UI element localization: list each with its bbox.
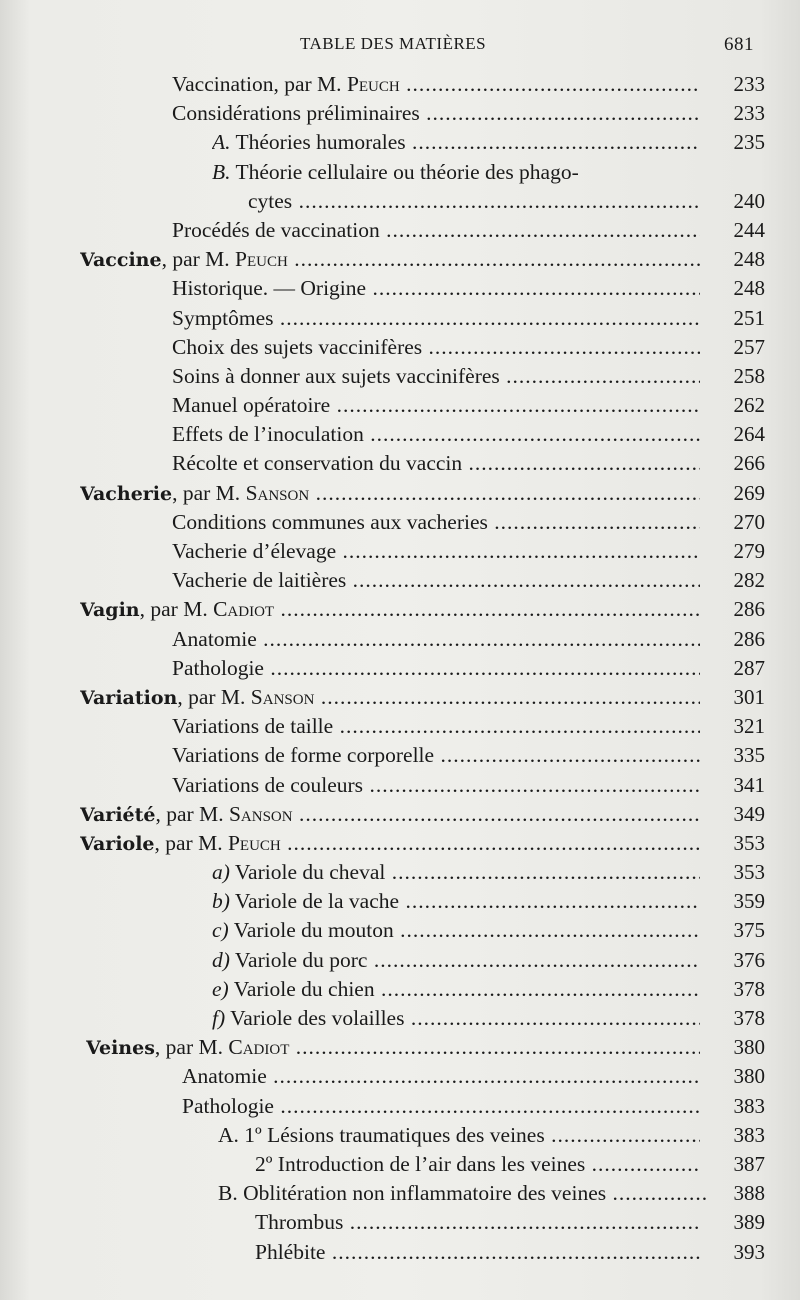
page-ref: 380 bbox=[733, 1035, 765, 1060]
page-ref: 248 bbox=[733, 276, 765, 301]
running-header bbox=[0, 30, 800, 60]
toc-entry: Historique. — Origine ..... 248 bbox=[0, 274, 800, 303]
page-ref: 244 bbox=[733, 217, 765, 242]
toc-entry-main: Variation, par M. Sanson ..... 301 bbox=[0, 683, 800, 712]
toc-entry-main: Vacherie, par M. Sanson ..... 269 bbox=[0, 479, 800, 508]
page-ref: 257 bbox=[733, 334, 765, 359]
toc-entry: 2º Introduction de l’air dans les veines ..... 387 bbox=[0, 1150, 800, 1179]
page-ref: 380 bbox=[733, 1064, 765, 1089]
toc-entry: Anatomie ..... 380 bbox=[0, 1062, 800, 1091]
toc-entry: e) Variole du chien ..... 378 bbox=[0, 975, 800, 1004]
toc-entry: Phlébite ..... 393 bbox=[0, 1238, 800, 1267]
toc-entry: f) Variole des volailles ..... 378 bbox=[0, 1004, 800, 1033]
page-ref: 279 bbox=[733, 539, 765, 563]
toc-entry: Anatomie ..... 286 bbox=[0, 625, 800, 654]
toc-entry: c) Variole du mouton ..... 375 bbox=[0, 916, 800, 945]
page-ref: 389 bbox=[733, 1210, 765, 1235]
toc-entry: Manuel opératoire ..... 262 bbox=[0, 391, 800, 420]
page-ref: 349 bbox=[733, 801, 765, 826]
toc-entry: Thrombus ..... 389 bbox=[0, 1208, 800, 1237]
page-ref: 262 bbox=[733, 393, 765, 418]
page-ref: 388 bbox=[733, 1181, 765, 1206]
page-ref: 233 bbox=[733, 101, 765, 126]
page-ref: 240 bbox=[733, 188, 765, 213]
page-ref: 375 bbox=[733, 918, 765, 943]
toc-entry: B. Théorie cellulaire ou théorie des phago- bbox=[212, 159, 579, 184]
page-ref: 383 bbox=[733, 1122, 765, 1147]
page-ref: 282 bbox=[733, 568, 765, 593]
page-ref: 359 bbox=[733, 889, 765, 914]
page-ref: 387 bbox=[733, 1151, 765, 1176]
page-ref: 286 bbox=[733, 626, 765, 651]
toc-entry: Vacherie de laitières ..... 282 bbox=[0, 566, 800, 595]
toc-entry: Procédés de vaccination ..... 244 bbox=[0, 216, 800, 245]
toc-entry: Variations de taille ..... 321 bbox=[0, 712, 800, 741]
toc-entry: cytes ..... 240 bbox=[0, 187, 800, 216]
page-ref: 266 bbox=[733, 451, 765, 476]
page-ref: 264 bbox=[733, 422, 765, 447]
table-of-contents bbox=[0, 70, 800, 1267]
page-ref: 270 bbox=[733, 509, 765, 534]
toc-entry-main: Vaccine, par M. Peuch ..... 248 bbox=[0, 245, 800, 274]
toc-entry: A. 1º Lésions traumatiques des veines ..... 383 bbox=[0, 1121, 800, 1150]
page-ref: 301 bbox=[733, 684, 765, 709]
page-ref: 248 bbox=[733, 247, 765, 272]
page-ref: 286 bbox=[733, 597, 765, 622]
page-ref: 353 bbox=[733, 860, 765, 885]
toc-entry: A. Théories humorales ..... 235 bbox=[0, 128, 800, 157]
toc-entry: Vacherie d’élevage ..... 279 bbox=[0, 537, 800, 566]
toc-entry: Récolte et conservation du vaccin ..... 266 bbox=[0, 449, 800, 478]
toc-entry: Symptômes ..... 251 bbox=[0, 304, 800, 333]
toc-entry: Considérations préliminaires ..... 233 bbox=[0, 99, 800, 128]
page-ref: 353 bbox=[733, 830, 765, 855]
toc-entry-main: Variété, par M. Sanson ..... 349 bbox=[0, 800, 800, 829]
page-ref: 233 bbox=[733, 72, 765, 96]
page-ref: 383 bbox=[733, 1093, 765, 1118]
toc-entry: Soins à donner aux sujets vaccinifères ..... 258 bbox=[0, 362, 800, 391]
page-ref: 235 bbox=[733, 130, 765, 155]
page-ref: 378 bbox=[733, 976, 765, 1001]
toc-entry-main: Vagin, par M. Cadiot ..... 286 bbox=[0, 595, 800, 624]
header-title: TABLE DES MATIÈRES bbox=[300, 34, 487, 53]
toc-entry: Variations de couleurs ..... 341 bbox=[0, 771, 800, 800]
toc-entry: Choix des sujets vaccinifères ..... 257 bbox=[0, 333, 800, 362]
toc-entry-main: Veines, par M. Cadiot ..... 380 bbox=[0, 1033, 800, 1062]
toc-entry: Pathologie ..... 383 bbox=[0, 1092, 800, 1121]
page-ref: 376 bbox=[733, 947, 765, 972]
page-ref: 287 bbox=[733, 655, 765, 680]
toc-entry-main: Variole, par M. Peuch ..... 353 bbox=[0, 829, 800, 858]
page-ref: 335 bbox=[733, 743, 765, 768]
page-ref: 258 bbox=[733, 363, 765, 388]
toc-entry: a) Variole du cheval ..... 353 bbox=[0, 858, 800, 887]
toc-entry: Effets de l’inoculation ..... 264 bbox=[0, 420, 800, 449]
toc-entry: Conditions communes aux vacheries ..... 270 bbox=[0, 508, 800, 537]
toc-entry: Variations de forme corporelle ..... 335 bbox=[0, 741, 800, 770]
page-ref: 393 bbox=[733, 1239, 765, 1264]
header-page-number: 681 bbox=[724, 34, 754, 55]
page-ref: 321 bbox=[733, 714, 765, 739]
toc-entry: b) Variole de la vache ..... 359 bbox=[0, 887, 800, 916]
toc-entry: d) Variole du porc ..... 376 bbox=[0, 946, 800, 975]
toc-entry: B. Oblitération non inflammatoire des veines ..... 388 bbox=[0, 1179, 800, 1208]
toc-entry: Vaccination, par M. Peuch ..... 233 bbox=[0, 70, 800, 99]
page-ref: 341 bbox=[733, 772, 765, 797]
toc-entry: Pathologie ..... 287 bbox=[0, 654, 800, 683]
page-ref: 251 bbox=[733, 305, 765, 330]
page-ref: 269 bbox=[733, 480, 765, 505]
page-ref: 378 bbox=[733, 1006, 765, 1030]
